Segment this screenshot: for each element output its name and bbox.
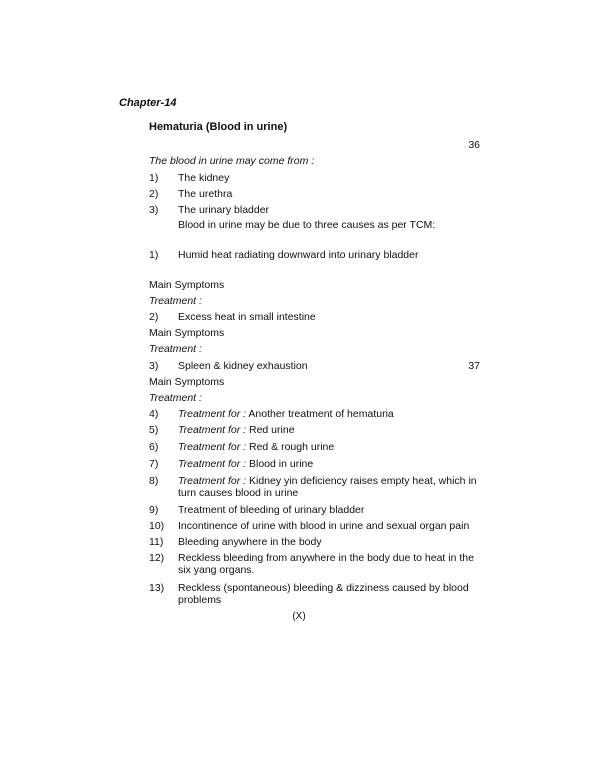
intro-text: The blood in urine may come from : [149,155,315,167]
list-item-text: The urethra [178,188,233,200]
list-item-number: 5) [149,424,159,436]
treatment-label: Treatment : [149,295,202,307]
section-heading: Hematuria (Blood in urine) [149,121,288,133]
list-item-text [178,408,483,420]
page-reference: 37 [468,360,480,372]
chapter-title: Chapter-14 [119,97,177,109]
treatment-label: Treatment : [149,392,202,404]
list-item-text: Reckless (spontaneous) bleeding & dizziness caused by blood problems [178,582,469,606]
item-description: Kidney yin deficiency raises empty heat, which in turn causes blood in urine [178,475,477,499]
list-item-number: 8) [149,475,159,487]
list-item-number: 1) [149,172,159,184]
list-item-text: Reckless bleeding from anywhere in the body due to heat in the six yang organs. [178,552,474,576]
list-item-text: Spleen & kidney exhaustion [178,360,308,372]
list-item-number: 12) [149,552,165,564]
list-item-number: 1) [149,249,159,261]
page-reference: 36 [468,139,480,151]
list-item-text: Incontinence of urine with blood in urine and sexual organ pain [178,520,470,532]
list-item-text: Humid heat radiating downward into urinary bladder [178,249,419,261]
main-symptoms-label: Main Symptoms [149,327,225,339]
page-footer: (X) [292,611,306,622]
treatment-for-label: Treatment for : [178,441,247,453]
list-item-number: 6) [149,441,159,453]
list-item-number: 2) [149,311,159,323]
treatment-for-label: Treatment for : [178,458,247,470]
list-item-number: 4) [149,408,159,420]
treatment-label: Treatment : [149,343,202,355]
list-item-text: Bleeding anywhere in the body [178,536,322,548]
treatment-for-label: Treatment for : [178,424,247,436]
list-item-text: The kidney [178,172,230,184]
main-symptoms-label: Main Symptoms [149,376,225,388]
main-symptoms-label: Main Symptoms [149,279,225,291]
list-item-number: 11) [149,536,164,548]
list-item-text [178,475,483,499]
list-item-text: The urinary bladder [178,204,270,216]
list-item-text [178,424,483,436]
list-item-number: 9) [149,504,159,516]
list-item-number: 3) [149,204,159,216]
item-description: Red urine [249,424,295,436]
list-item-text [178,458,483,470]
list-item-text [178,441,483,453]
causes-intro: Blood in urine may be due to three causes as per TCM: [178,219,436,231]
list-item-number: 13) [149,582,165,594]
treatment-for-label: Treatment for : [178,475,247,487]
treatment-for-label: Treatment for : [178,408,247,420]
list-item-number: 2) [149,188,159,200]
list-item-number: 7) [149,458,159,470]
list-item-number: 3) [149,360,159,372]
item-description: Blood in urine [249,458,314,470]
list-item-text: Excess heat in small intestine [178,311,316,323]
list-item-number: 10) [149,520,165,532]
item-description: Another treatment of hematuria [248,408,394,420]
list-item-text: Treatment of bleeding of urinary bladder [178,504,365,516]
item-description: Red & rough urine [249,441,335,453]
